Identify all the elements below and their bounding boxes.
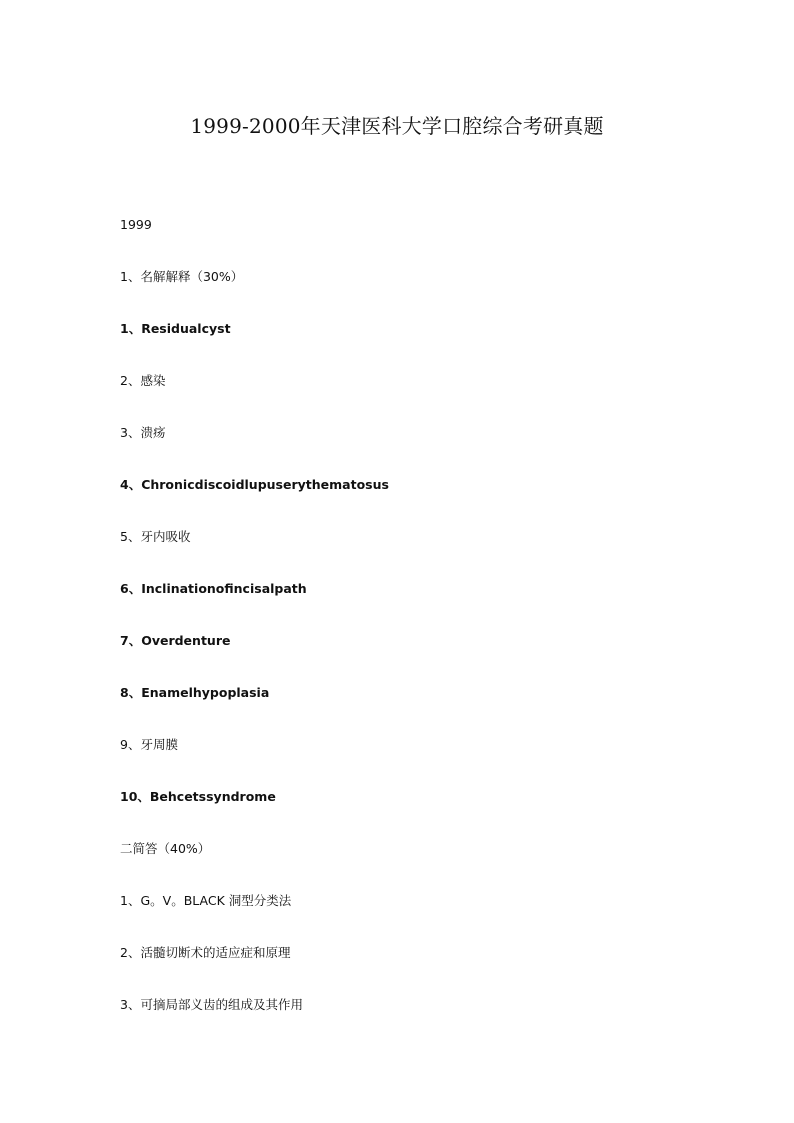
list-item: 9、牙周膜 bbox=[120, 737, 178, 752]
document-title: 1999-2000年天津医科大学口腔综合考研真题 bbox=[190, 114, 604, 138]
list-item: 10、Behcetssyndrome bbox=[120, 789, 276, 804]
list-item: 1、G。V。BLACK 洞型分类法 bbox=[120, 893, 292, 908]
section-heading-definitions: 1、名解解释（30%） bbox=[120, 269, 244, 284]
list-item: 5、牙内吸收 bbox=[120, 529, 191, 544]
list-item: 7、Overdenture bbox=[120, 633, 231, 648]
list-item: 1、Residualcyst bbox=[120, 321, 231, 336]
document-body bbox=[120, 216, 720, 1048]
list-item: 3、溃疡 bbox=[120, 425, 166, 440]
list-item: 6、Inclinationofincisalpath bbox=[120, 581, 307, 596]
list-item: 2、感染 bbox=[120, 373, 166, 388]
list-item: 2、活髓切断术的适应症和原理 bbox=[120, 945, 291, 960]
list-item: 4、Chronicdiscoidlupuserythematosus bbox=[120, 477, 389, 492]
list-item: 8、Enamelhypoplasia bbox=[120, 685, 270, 700]
list-item: 3、可摘局部义齿的组成及其作用 bbox=[120, 997, 303, 1012]
section-heading-short-answer: 二简答（40%） bbox=[120, 841, 211, 856]
section-year: 1999 bbox=[120, 217, 152, 232]
